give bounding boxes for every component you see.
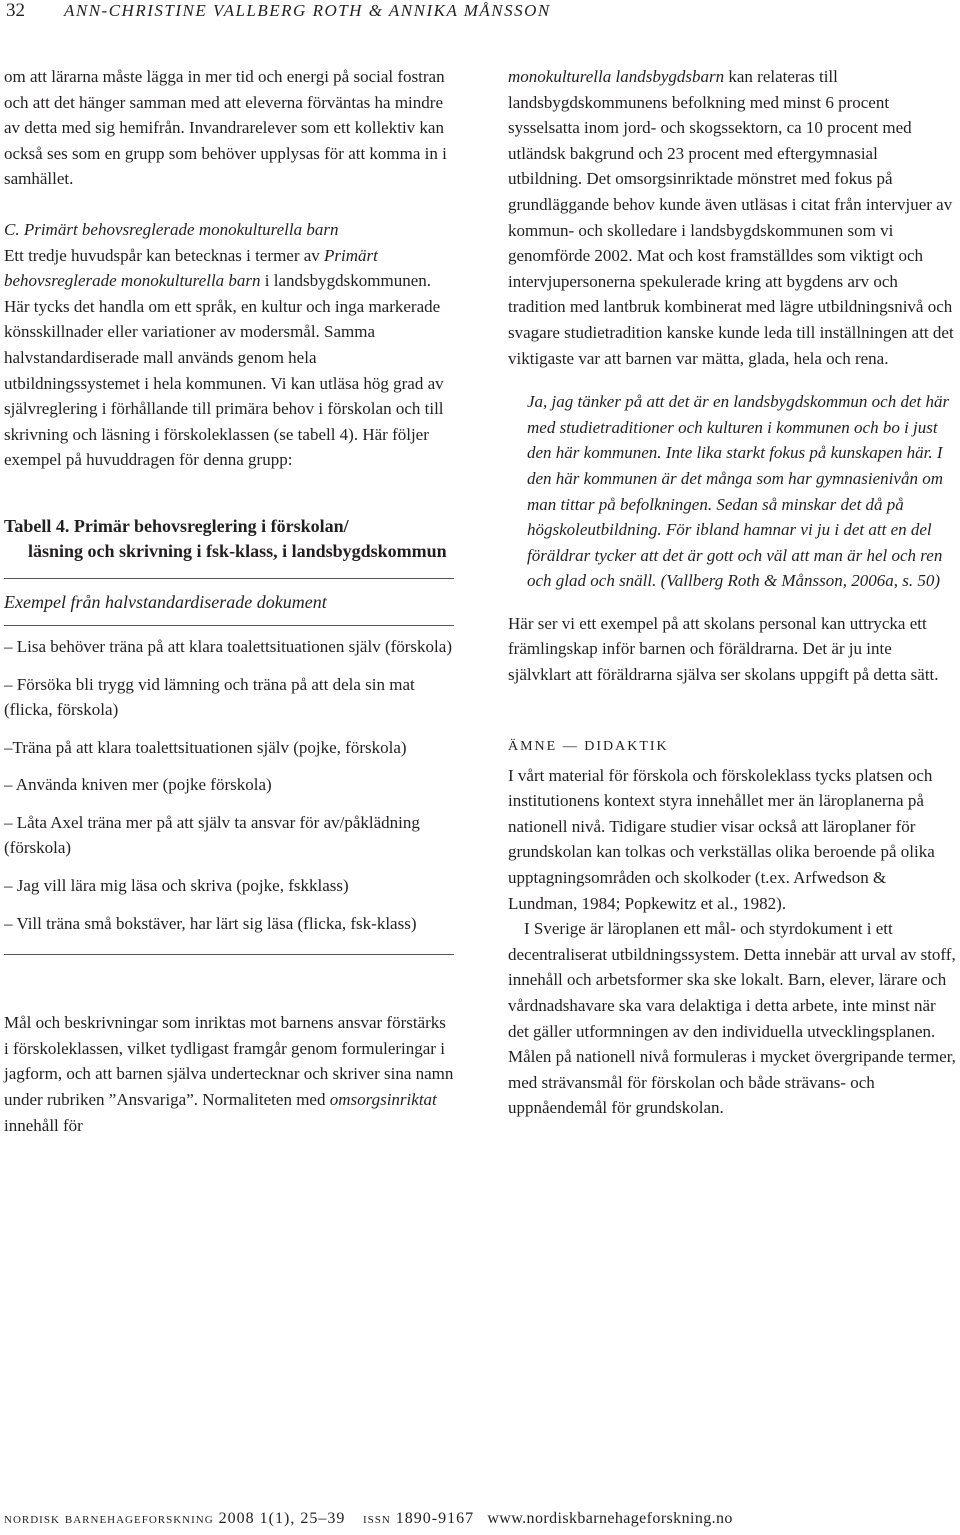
section-heading: ÄMNE — DIDAKTIK (508, 738, 669, 754)
table-row: – Vill träna små bokstäver, har lärt sig läsa (flicka, fsk-klass) (4, 913, 417, 933)
emphasis: Primärt behovsreglerade monokulturella barn (4, 245, 378, 291)
page-header (0, 0, 960, 30)
table-row: –Träna på att klara toalettsituationen själv (pojke, förskola) (4, 737, 407, 757)
table-bottom-rule (4, 954, 454, 955)
paragraph: Ett tredje huvudspår kan betecknas i termer av Primärt behovsreglerade monokulturella barn i landsbygdskommunen. Här tycks det handla om ett språk, en kultur och inga markerade könsskillnader eller variationer av modersmål. Samma halvstandardiserade mall används genom hela utbildningssystemet i hela kommunen. Vi kan utläsa hög grad av självreglering i förhållande till primära behov i förskolan och till skrivning och läsning i förskoleklassen (se tabell 4). Här följer exempel på huvuddragen för denna grupp: (4, 245, 444, 470)
paragraph: Mål och beskrivningar som inriktas mot barnens ansvar förstärks i förskoleklassen, vilket tydligast framgår genom formuleringar i jagform, och att barnen själva undertecknar och skriver sina namn under rubriken ”Ansvariga”. Normaliteten med omsorgsinriktat innehåll för (4, 1013, 454, 1135)
emphasis: monokulturella landsbygdsbarn (508, 67, 725, 86)
emphasis: omsorgsinriktat (329, 1090, 437, 1110)
running-head: ANN-CHRISTINE VALLBERG ROTH & ANNIKA MÅNSSON (64, 1, 551, 20)
table-header-rule (4, 625, 454, 626)
table-row: – Lisa behöver träna på att klara toalettsituationen själv (förskola) (4, 636, 452, 656)
paragraph: I vårt material för förskola och förskoleklass tycks platsen och institutionens kontext styra innehållet mer än läroplanerna på nationell nivå. Tidigare studier visar också att läroplaner för grundskolan kan tolkas och verkställas olika beroende på olika upptagningsområden och skolkoder (t.ex. Arfwedson & Lundman, 1984; Popkewitz et al., 1982). (508, 765, 935, 913)
right-column (508, 64, 956, 1121)
issn: issn 1890-9167 (362, 1510, 475, 1527)
section-title: C. Primärt behovsreglerade monokulturella barn (4, 219, 339, 239)
journal-citation: nordisk barnehageforskning 2008 1(1), 25–39 (4, 1510, 346, 1527)
journal-url: www.nordiskbarnehageforskning.no (487, 1510, 733, 1527)
table-row: – Jag vill lära mig läsa och skriva (pojke, fskklass) (4, 876, 349, 896)
table-top-rule (4, 578, 454, 579)
page-footer (4, 1508, 956, 1530)
table-body (4, 634, 454, 936)
left-column (4, 64, 454, 1138)
paragraph: Här ser vi ett exempel på att skolans personal kan uttrycka ett främlingskap inför barnen och föräldrarna. Det är ju inte självklart att föräldrarna själva ser skolans uppgift på detta sätt. (508, 613, 939, 685)
table-caption: Tabell 4. Primär behovsreglering i förskolan/ läsning och skrivning i fsk-klass, i landsbygdskommun (4, 515, 447, 561)
page-number: 32 (6, 0, 25, 21)
paragraph: om att lärarna måste lägga in mer tid och energi på social fostran och att det hänger samman med att eleverna förväntas ha mindre av detta med sig hemifrån. Invandrarelever som ett kollektiv kan också ses som en grupp som behöver upplysas för att komma in i samhället. (4, 67, 447, 189)
table-row: – Försöka bli trygg vid lämning och träna på att dela sin mat (flicka, förskola) (4, 674, 415, 720)
table-row: – Låta Axel träna mer på att själv ta ansvar för av/påklädning (förskola) (4, 812, 420, 858)
block-quote: Ja, jag tänker på att det är en landsbygdskommun och det här med studietraditioner och kulturen i kommunen och bo i just den här kommunen. Inte lika starkt fokus på kunskapen här. I den här kommunen är det många som har gymnasienivån om man tittar på befolkningen. Sedan så minskar det då på högskoleutbildning. För ibland hamnar vi ju i det att en del föräldrar tycker att det är gott och väl att man är hel och ren och glad och snäll. (Vallberg Roth & Månsson, 2006a, s. 50) (527, 392, 950, 591)
paragraph: I Sverige är läroplanen ett mål- och styrdokument i ett decentraliserat utbildningssystem. Detta innebär att urval av stoff, innehåll och arbetsformer ska ske lokalt. Barn, elever, lärare och vårdnadshavare ska vara delaktiga i detta arbete, inte minst när det gäller utformningen av den individuella utvecklingsplanen. Målen på nationell nivå formuleras i mycket övergripande termer, med strävansmål för förskolan och både strävans- och uppnåendemål för grundskolan. (508, 919, 956, 1118)
table-row: – Använda kniven mer (pojke förskola) (4, 775, 272, 795)
table-subheader: Exempel från halvstandardiserade dokument (4, 591, 327, 612)
paragraph: monokulturella landsbygdsbarn kan relateras till landsbygdskommunens befolkning med minst 6 procent sysselsatta inom jord- och skogssektorn, ca 10 procent med utländsk bakgrund och 23 procent med eftergymnasial utbildning. Det omsorgsinriktade mönstret med fokus på grundläggande behov kunde även utläsas i citat från intervjuer av kommun- och skolledare i landsbygdskommunen som vi genomförde 2002. Mat och kost framställdes som viktigt och intervjupersonerna spekulerade kring att bygdens arv och tradition med lantbruk kombinerat med lägre utbildningsnivå och svagare studietradition kanske kunde leda till inställningen att det viktigaste var att barnen var mätta, glada, hela och rena. (508, 67, 954, 368)
